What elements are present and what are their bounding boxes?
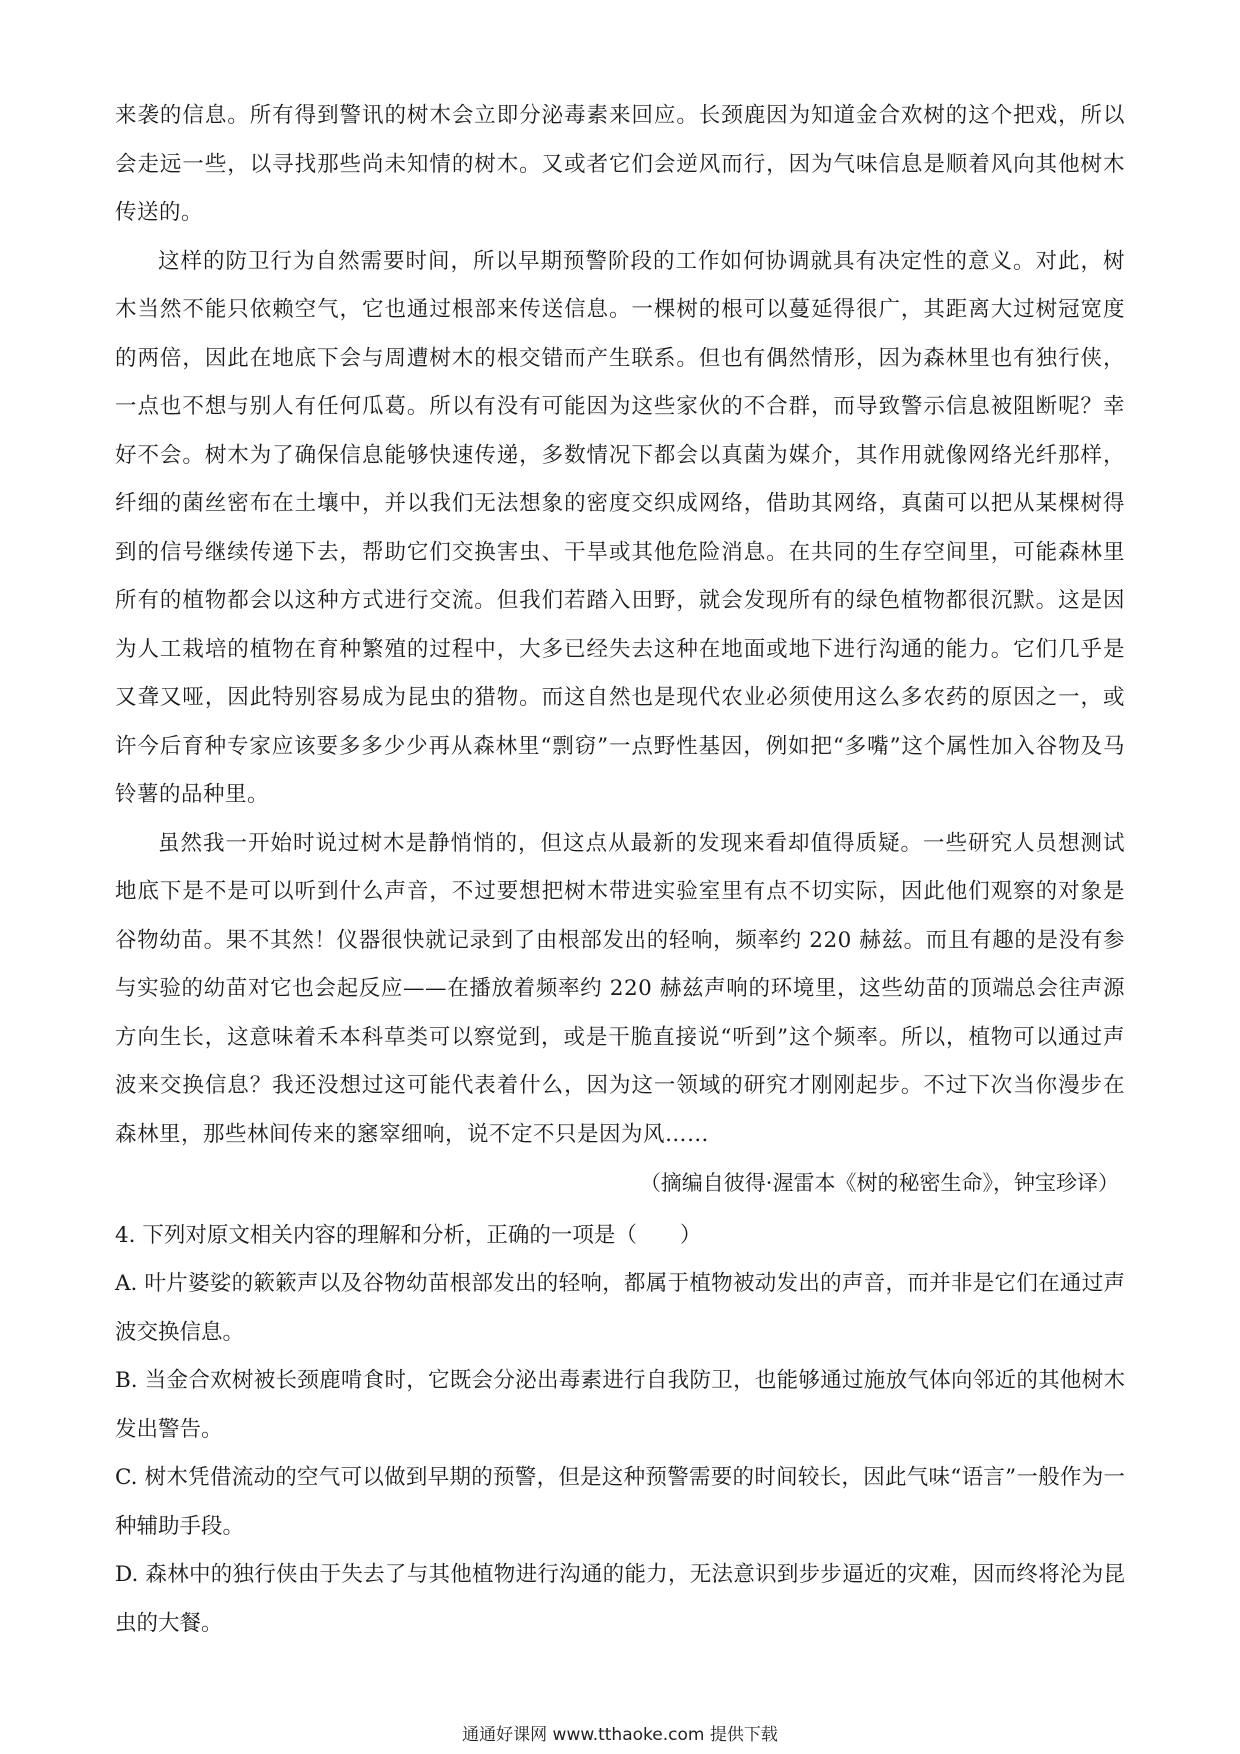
option-a: A. 叶片婆娑的簌簌声以及谷物幼苗根部发出的轻响，都属于植物被动发出的声音，而并非是它们在通过声波交换信息。 xyxy=(115,1271,1125,1345)
passage-paragraph-3: 虽然我一开始时说过树木是静悄悄的，但这点从最新的发现来看却值得质疑。一些研究人员想测试地底下是不是可以听到什么声音，不过要想把树木带进实验室里有点不切实际，因此他们观察的对象是谷物幼苗。果不其然！仪器很快就记录到了由根部发出的轻响，频率约 220 赫兹。而且有趣的是没有参与实验的幼苗对它也会起反应——在播放着频率约 220 赫兹声响的环境里，这些幼苗的顶端总会往声源方向生长，这意味着禾本科草类可以察觉到，或是干脆直接说“听到”这个频率。所以，植物可以通过声波来交换信息？我还没想过这可能代表着什么，因为这一领域的研究才刚刚起步。不过下次当你漫步在森林里，那些林间传来的窸窣细响，说不定不只是因为风…… xyxy=(115,830,1125,1147)
option-c: C. 树木凭借流动的空气可以做到早期的预警，但是这种预警需要的时间较长，因此气味“语言”一般作为一种辅助手段。 xyxy=(115,1465,1125,1539)
page-footer: 通通好课网 www.tthaoke.com 提供下载 xyxy=(462,1725,778,1745)
option-d: D. 森林中的独行侠由于失去了与其他植物进行沟通的能力，无法意识到步步逼近的灾难，因而终将沦为昆虫的大餐。 xyxy=(115,1562,1125,1636)
passage-source: （摘编自彼得·渥雷本《树的秘密生命》，钟宝珍译） xyxy=(639,1171,1119,1195)
passage-paragraph-1: 来袭的信息。所有得到警讯的树木会立即分泌毒素来回应。长颈鹿因为知道金合欢树的这个把戏，所以会走远一些，以寻找那些尚未知情的树木。又或者它们会逆风而行，因为气味信息是顺着风向其他树木传送的。 xyxy=(115,103,1125,225)
option-b: B. 当金合欢树被长颈鹿啃食时，它既会分泌出毒素进行自我防卫，也能够通过施放气体向邻近的其他树木发出警告。 xyxy=(115,1368,1125,1442)
document-page xyxy=(115,92,1125,1648)
passage-paragraph-2: 这样的防卫行为自然需要时间，所以早期预警阶段的工作如何协调就具有决定性的意义。对此，树木当然不能只依赖空气，它也通过根部来传送信息。一棵树的根可以蔓延得很广，其距离大过树冠宽度的两倍，因此在地底下会与周遭树木的根交错而产生联系。但也有偶然情形，因为森林里也有独行侠，一点也不想与别人有任何瓜葛。所以有没有可能因为这些家伙的不合群，而导致警示信息被阻断呢？幸好不会。树木为了确保信息能够快速传递，多数情况下都会以真菌为媒介，其作用就像网络光纤那样，纤细的菌丝密布在土壤中，并以我们无法想象的密度交织成网络，借助其网络，真菌可以把从某棵树得到的信号继续传递下去，帮助它们交换害虫、干旱或其他危险消息。在共同的生存空间里，可能森林里所有的植物都会以这种方式进行交流。但我们若踏入田野，就会发现所有的绿色植物都很沉默。这是因为人工栽培的植物在育种繁殖的过程中，大多已经失去这种在地面或地下进行沟通的能力。它们几乎是又聋又哑，因此特别容易成为昆虫的猎物。而这自然也是现代农业必须使用这么多农药的原因之一，或许今后育种专家应该要多多少少再从森林里“剽窃”一点野性基因，例如把“多嘴”这个属性加入谷物及马铃薯的品种里。 xyxy=(115,248,1125,807)
question-stem: 4. 下列对原文相关内容的理解和分析，正确的一项是（ ） xyxy=(115,1222,702,1248)
